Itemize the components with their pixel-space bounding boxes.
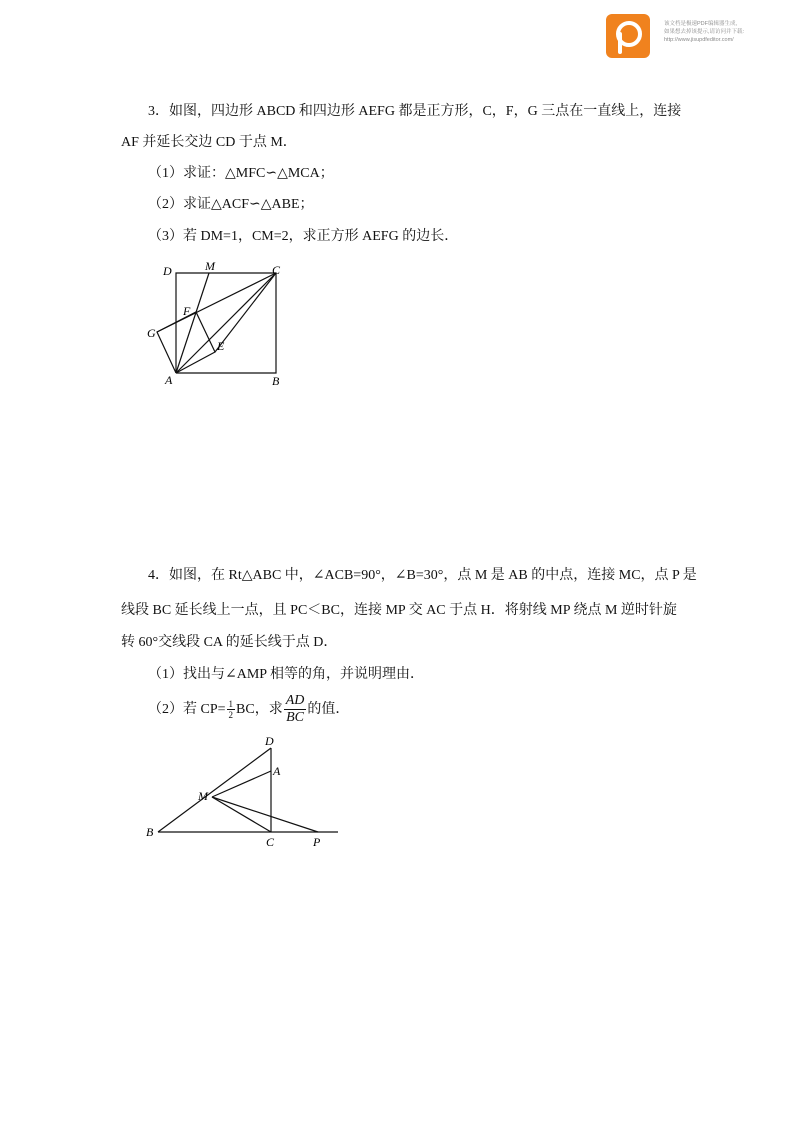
q3-figure [140, 256, 300, 392]
q3-sub1: （1）求证：△MFC∽△MCA； [148, 166, 334, 181]
q4-sub2-prefix: （2）若 CP= [148, 702, 226, 717]
pdf-logo-icon [606, 14, 650, 58]
label-m: M [205, 259, 215, 273]
q4-sub2-mid: BC，求 [236, 702, 283, 717]
q4-line3: 转 60°交线段 CA 的延长线于点 D． [121, 635, 338, 650]
fraction-denominator: BC [286, 710, 304, 726]
q4-line2: 线段 BC 延长线上一点，且 PC＜BC，连接 MP 交 AC 于点 H．将射线 MP 绕点 M 逆时针旋 [121, 603, 677, 618]
fraction-denominator: 2 [228, 710, 234, 721]
label-d: D [163, 264, 172, 278]
q4-line1: 4．如图，在 Rt△ABC 中，∠ACB=90°，∠B=30°，点 M 是 AB 的中点，连接 MC，点 P 是 [148, 568, 697, 583]
label-p: P [313, 835, 321, 849]
fraction-one-half [227, 699, 236, 720]
label-f: F [183, 304, 191, 318]
label-b: B [146, 825, 154, 839]
q4-figure [140, 730, 350, 850]
label-a: A [165, 373, 173, 387]
watermark-text [664, 20, 744, 44]
fraction-numerator: AD [285, 693, 305, 709]
label-a: A [273, 764, 281, 778]
q4-sub1: （1）找出与∠AMP 相等的角，并说明理由． [148, 667, 425, 682]
q3-sub3: （3）若 DM=1，CM=2，求正方形 AEFG 的边长． [148, 229, 459, 244]
q4-sub2 [148, 693, 349, 727]
watermark-line: 该文档是极速PDF编辑器生成, [664, 21, 738, 27]
label-m: M [198, 789, 208, 803]
label-b: B [272, 374, 280, 388]
q3-sub2: （2）求证△ACF∽△ABE； [148, 197, 314, 212]
label-c: C [272, 263, 281, 277]
q3-line2: AF 并延长交边 CD 于点 M． [121, 135, 297, 150]
label-e: E [217, 339, 225, 353]
q4-sub2-suffix: 的值． [307, 702, 350, 717]
label-c: C [266, 835, 275, 849]
label-g: G [147, 326, 156, 340]
label-d: D [265, 734, 274, 748]
fraction-numerator: 1 [228, 699, 234, 710]
fraction-ad-bc [284, 693, 307, 726]
q3-line1: 3．如图，四边形 ABCD 和四边形 AEFG 都是正方形，C，F，G 三点在一直线上，连接 [148, 104, 682, 119]
watermark-line: 如果想去掉该提示,请访问并下载: [664, 29, 745, 35]
watermark-line: http://www.jisupdfeditor.com/ [664, 37, 734, 43]
